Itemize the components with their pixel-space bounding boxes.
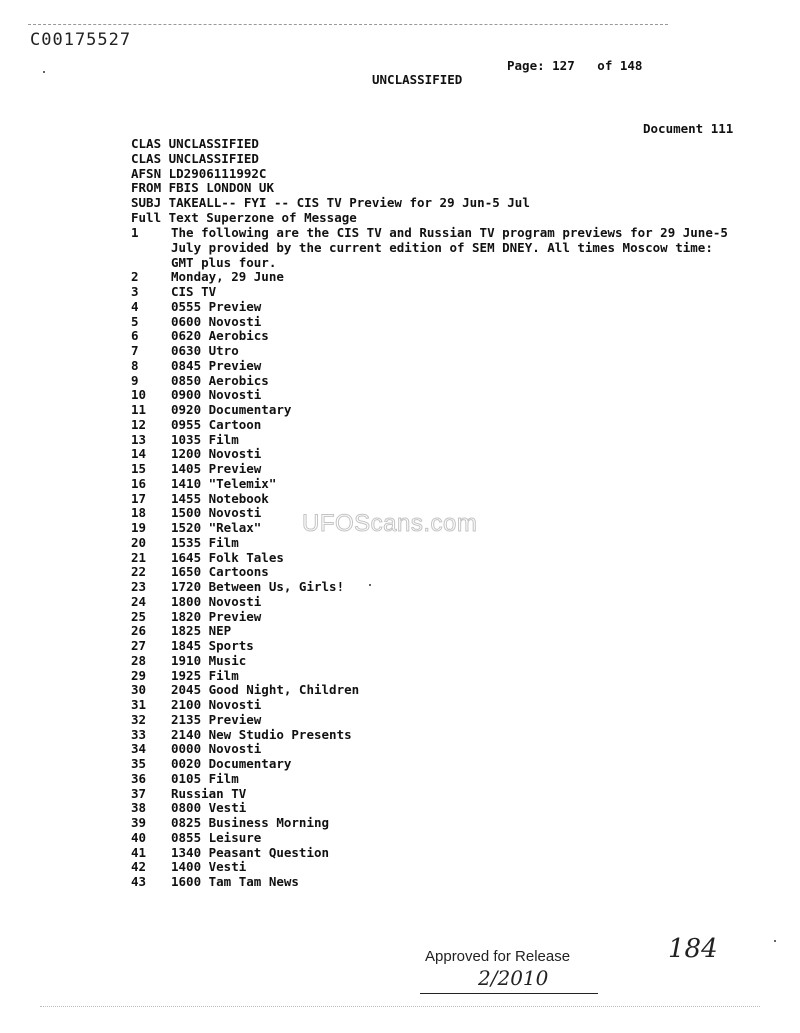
row-number: 33 bbox=[131, 726, 147, 742]
row-number: 9 bbox=[131, 372, 139, 388]
row-text: 0920 Documentary bbox=[171, 402, 292, 417]
program-row bbox=[131, 447, 741, 462]
row-text: 1400 Vesti bbox=[171, 859, 247, 875]
row-text: 2045 Good Night, Children bbox=[171, 682, 360, 698]
row-text: 1925 Film bbox=[171, 667, 239, 683]
meta-line-subj: SUBJ TAKEALL-- FYI -- CIS TV Preview for 29 Jun-5 Jul bbox=[131, 195, 530, 210]
row-number: 11 bbox=[131, 402, 147, 417]
row-number: 3 bbox=[131, 284, 139, 299]
row-text: 1535 Film bbox=[171, 534, 239, 550]
row-number: 34 bbox=[131, 741, 147, 757]
row-text: 1500 Novosti bbox=[171, 505, 262, 521]
program-row bbox=[131, 595, 741, 610]
program-row bbox=[131, 831, 741, 846]
row-number: 21 bbox=[131, 549, 147, 565]
program-row bbox=[131, 285, 741, 300]
row-number: 12 bbox=[131, 416, 147, 432]
program-row bbox=[131, 683, 741, 698]
row-number: 40 bbox=[131, 829, 147, 845]
row-text: 1600 Tam Tam News bbox=[171, 874, 299, 889]
row-number: 24 bbox=[131, 593, 147, 609]
handwritten-page-number: 184 bbox=[668, 934, 718, 964]
row-text: 1820 Preview bbox=[171, 608, 262, 624]
row-number: 28 bbox=[131, 652, 147, 668]
program-row bbox=[131, 669, 741, 684]
row-text: 1340 Peasant Question bbox=[171, 844, 330, 860]
program-row bbox=[131, 875, 741, 890]
row-text: 0825 Business Morning bbox=[171, 815, 330, 830]
row-text: 1910 Music bbox=[171, 652, 247, 668]
program-row bbox=[131, 551, 741, 566]
program-row bbox=[131, 772, 741, 787]
row-number: 4 bbox=[131, 298, 139, 314]
document-number: Document 111 bbox=[643, 121, 734, 136]
program-row bbox=[131, 816, 741, 831]
row-number: 31 bbox=[131, 697, 147, 712]
row-number: 37 bbox=[131, 785, 147, 801]
row-text: 0620 Aerobics bbox=[171, 328, 269, 344]
row-text: CIS TV bbox=[171, 284, 217, 299]
row-text: 0630 Utro bbox=[171, 343, 239, 358]
row-number: 15 bbox=[131, 461, 147, 476]
program-row bbox=[131, 565, 741, 580]
row-text: 0105 Film bbox=[171, 770, 239, 786]
row-number: 43 bbox=[131, 874, 147, 889]
row-text: 1650 Cartoons bbox=[171, 564, 269, 580]
top-rule bbox=[28, 24, 668, 25]
row-number: 38 bbox=[131, 800, 147, 816]
scan-speck bbox=[369, 584, 371, 586]
row-number: 6 bbox=[131, 328, 139, 344]
meta-line-clas-2: CLAS UNCLASSIFIED bbox=[131, 150, 259, 166]
row-text: 1520 "Relax" bbox=[171, 520, 262, 535]
watermark: UFOScans.com bbox=[302, 510, 478, 537]
page-indicator: Page: 127 of 148 bbox=[507, 58, 643, 73]
row-text: 1410 "Telemix" bbox=[171, 475, 277, 491]
row-number: 27 bbox=[131, 638, 147, 653]
row-number: 19 bbox=[131, 520, 147, 535]
row-text: 2140 New Studio Presents bbox=[171, 726, 352, 742]
row-number: 2 bbox=[131, 269, 139, 285]
program-row bbox=[131, 728, 741, 743]
message-metadata bbox=[131, 137, 530, 226]
program-row bbox=[131, 359, 741, 374]
row-number: 29 bbox=[131, 667, 147, 683]
row-text: The following are the CIS TV and Russian TV program previews for 29 June-5 July provided by the current edition of SEM DNEY. All times Moscow time: GMT plus four. bbox=[171, 225, 728, 270]
program-row bbox=[131, 580, 741, 595]
program-row bbox=[131, 433, 741, 448]
program-row bbox=[131, 787, 741, 802]
release-stamp-date: 2/2010 bbox=[478, 966, 549, 990]
row-number: 22 bbox=[131, 564, 147, 580]
row-number: 42 bbox=[131, 859, 147, 875]
row-text: 1200 Novosti bbox=[171, 446, 262, 462]
row-number: 36 bbox=[131, 770, 147, 786]
row-number: 39 bbox=[131, 815, 147, 830]
row-text: Monday, 29 June bbox=[171, 269, 284, 285]
document-control-number: C00175527 bbox=[30, 30, 132, 50]
row-text: 1645 Folk Tales bbox=[171, 549, 284, 565]
program-row bbox=[131, 344, 741, 359]
row-text: 0600 Novosti bbox=[171, 313, 262, 329]
program-row bbox=[131, 654, 741, 669]
row-text: 1800 Novosti bbox=[171, 593, 262, 609]
row-text: 2135 Preview bbox=[171, 711, 262, 727]
row-number: 18 bbox=[131, 505, 147, 521]
row-text: 1720 Between Us, Girls! bbox=[171, 579, 345, 594]
meta-line-fulltext: Full Text Superzone of Message bbox=[131, 209, 357, 225]
program-row bbox=[131, 713, 741, 728]
program-row bbox=[131, 846, 741, 861]
program-row bbox=[131, 742, 741, 757]
meta-line-clas-1: CLAS UNCLASSIFIED bbox=[131, 136, 259, 151]
row-text: 0845 Preview bbox=[171, 357, 262, 373]
row-number: 1 bbox=[131, 225, 139, 240]
row-number: 23 bbox=[131, 579, 147, 594]
program-row bbox=[131, 698, 741, 713]
program-row bbox=[131, 329, 741, 344]
row-number: 20 bbox=[131, 534, 147, 550]
release-stamp-underline bbox=[420, 993, 598, 994]
scan-speck bbox=[43, 71, 45, 73]
release-stamp-label: Approved for Release bbox=[425, 948, 571, 965]
row-text: 0850 Aerobics bbox=[171, 372, 269, 388]
row-number: 25 bbox=[131, 608, 147, 624]
program-row bbox=[131, 374, 741, 389]
row-text: 1845 Sports bbox=[171, 638, 254, 653]
row-text: 0855 Leisure bbox=[171, 829, 262, 845]
program-list bbox=[131, 226, 741, 890]
scan-speck bbox=[774, 940, 776, 942]
program-row bbox=[131, 300, 741, 315]
row-number: 32 bbox=[131, 711, 147, 727]
row-text: 1405 Preview bbox=[171, 461, 262, 476]
row-text: 0900 Novosti bbox=[171, 387, 262, 403]
row-number: 26 bbox=[131, 623, 147, 639]
bottom-scan-artifact bbox=[40, 1006, 760, 1007]
row-text: 1035 Film bbox=[171, 431, 239, 447]
program-row bbox=[131, 492, 741, 507]
program-row bbox=[131, 226, 741, 270]
row-text: 0555 Preview bbox=[171, 298, 262, 314]
row-number: 14 bbox=[131, 446, 147, 462]
row-number: 10 bbox=[131, 387, 147, 403]
row-text: 0955 Cartoon bbox=[171, 416, 262, 432]
program-row bbox=[131, 757, 741, 772]
row-text: 0800 Vesti bbox=[171, 800, 247, 816]
row-text: 0000 Novosti bbox=[171, 741, 262, 757]
program-row bbox=[131, 388, 741, 403]
program-row bbox=[131, 624, 741, 639]
program-row bbox=[131, 610, 741, 625]
meta-line-afsn: AFSN LD2906111992C bbox=[131, 165, 267, 181]
row-number: 41 bbox=[131, 844, 147, 860]
row-text: 0020 Documentary bbox=[171, 756, 292, 771]
row-text: Russian TV bbox=[171, 785, 247, 801]
classification-header: UNCLASSIFIED bbox=[372, 72, 463, 87]
program-row bbox=[131, 403, 741, 418]
row-number: 5 bbox=[131, 313, 139, 329]
program-row bbox=[131, 860, 741, 875]
program-row bbox=[131, 639, 741, 654]
row-number: 16 bbox=[131, 475, 147, 491]
program-row bbox=[131, 315, 741, 330]
row-text: 1455 Notebook bbox=[171, 490, 269, 506]
program-row bbox=[131, 477, 741, 492]
row-text: 2100 Novosti bbox=[171, 697, 262, 712]
row-number: 17 bbox=[131, 490, 147, 506]
row-text: 1825 NEP bbox=[171, 623, 232, 639]
meta-line-from: FROM FBIS LONDON UK bbox=[131, 180, 274, 196]
row-number: 13 bbox=[131, 431, 147, 447]
program-row bbox=[131, 270, 741, 285]
row-number: 35 bbox=[131, 756, 147, 771]
program-row bbox=[131, 462, 741, 477]
row-number: 7 bbox=[131, 343, 139, 358]
row-number: 30 bbox=[131, 682, 147, 698]
program-row bbox=[131, 418, 741, 433]
row-number: 8 bbox=[131, 357, 139, 373]
program-row bbox=[131, 801, 741, 816]
